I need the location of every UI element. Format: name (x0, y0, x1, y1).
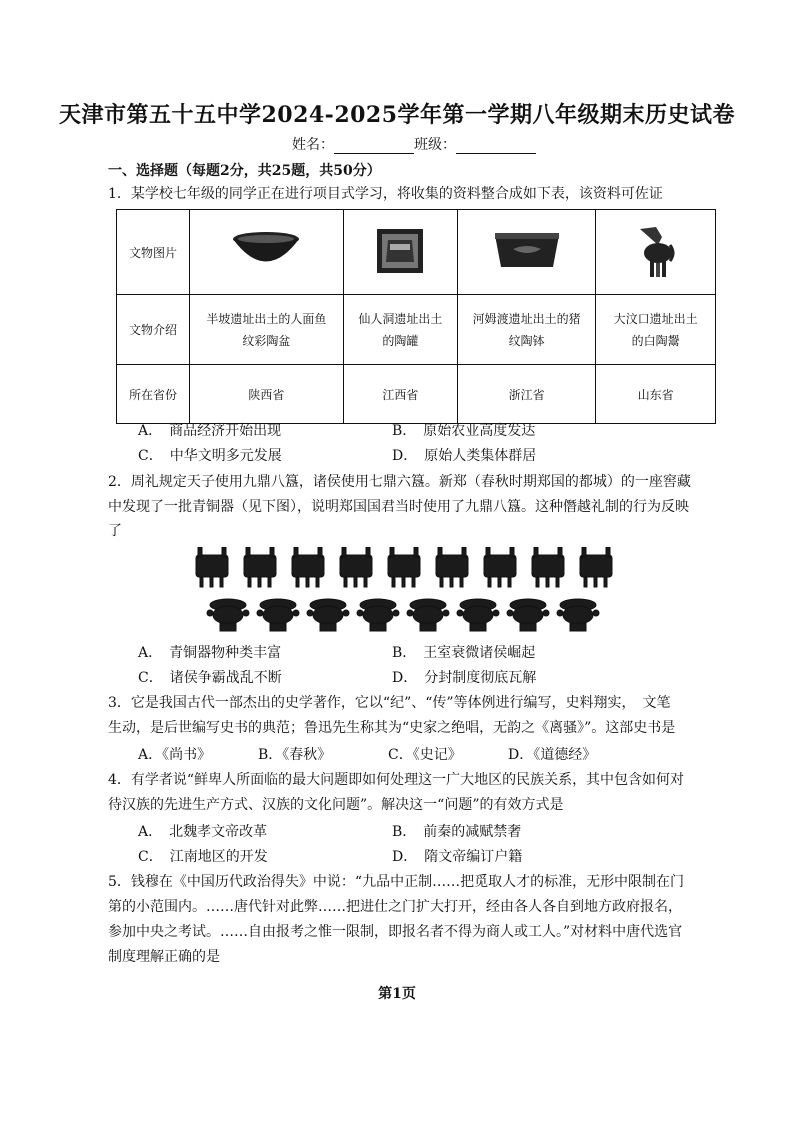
pottery-jar-icon (376, 228, 424, 274)
relic-image-1 (190, 210, 344, 295)
row-header-province: 所在省份 (117, 365, 190, 424)
q3-option-c[interactable]: C．《史记》 (388, 747, 462, 763)
q5-stem-line1: 5．钱穆在《中国历代政治得失》中说：“九品中正制……把觅取人才的标准，无形中限制在门 (108, 874, 685, 890)
q5-stem-line3: 参加中央之考试。……自由报考之惟一限制，即报名者不得为商人或工人。”对材料中唐代选官 (108, 924, 683, 940)
bronze-vessels-image (190, 547, 620, 637)
white-pottery-gui-icon (636, 223, 676, 279)
relics-table (116, 209, 716, 424)
name-blank (334, 153, 414, 154)
q2-stem-line1: 2．周礼规定天子使用九鼎八簋，诸侯使用七鼎六簋。新郑（春秋时期郑国的都城）的一座窖藏 (108, 474, 691, 490)
q2-option-d[interactable]: D． 分封制度彻底瓦解 (392, 670, 537, 686)
relic-province-2: 江西省 (343, 365, 457, 424)
q2-option-c[interactable]: C． 诸侯争霸战乱不断 (138, 670, 282, 686)
page-number: 第1页 (378, 986, 416, 1002)
relic-intro-2: 仙人洞遗址出土的陶罐 (343, 295, 457, 365)
class-label: 班级： (414, 137, 456, 153)
q4-option-c[interactable]: C． 江南地区的开发 (138, 849, 268, 865)
relic-image-3 (458, 210, 596, 295)
relic-province-4: 山东省 (596, 365, 716, 424)
q4-stem-line2: 待汉族的先进生产方式、汉族的文化问题”。解决这一“问题”的有效方式是 (108, 797, 564, 813)
relic-image-2 (343, 210, 457, 295)
q4-option-a[interactable]: A． 北魏孝文帝改革 (138, 824, 268, 840)
name-label: 姓名： (292, 137, 334, 153)
q1-option-a[interactable]: A． 商品经济开始出现 (138, 423, 282, 439)
q1-option-b[interactable]: B． 原始农业高度发达 (392, 423, 536, 439)
section-heading: 一、选择题（每题2分，共25题，共50分） (108, 163, 381, 179)
student-info-line (292, 134, 536, 154)
exam-title: 天津市第五十五中学2024-2025学年第一学期八年级期末历史试卷 (58, 102, 736, 128)
relic-intro-3: 河姆渡遗址出土的猪纹陶钵 (458, 295, 596, 365)
q2-stem-line3: 了 (108, 523, 122, 539)
relic-image-4 (596, 210, 716, 295)
relic-intro-1: 半坡遗址出土的人面鱼纹彩陶盆 (190, 295, 344, 365)
row-header-intro: 文物介绍 (117, 295, 190, 365)
q4-option-d[interactable]: D． 隋文帝编订户籍 (392, 849, 523, 865)
q5-stem-line2: 第的小范围内。……唐代针对此弊……把进仕之门扩大打开，经由各人各自到地方政府报名， (108, 899, 682, 915)
q3-option-d[interactable]: D．《道德经》 (508, 747, 597, 763)
q5-stem-line4: 制度理解正确的是 (108, 949, 220, 965)
q4-option-b[interactable]: B． 前秦的减赋禁奢 (392, 824, 522, 840)
ding-tripods-row (196, 547, 612, 587)
row-header-image: 文物图片 (117, 210, 190, 295)
q2-option-b[interactable]: B． 王室衰微诸侯崛起 (392, 645, 536, 661)
pig-pattern-bowl-icon (491, 231, 563, 271)
q4-stem-line1: 4．有学者说“鲜卑人所面临的最大问题即如何处理这一广大地区的民族关系，其中包含如何对 (108, 772, 685, 788)
relic-province-1: 陕西省 (190, 365, 344, 424)
q1-option-d[interactable]: D． 原始人类集体群居 (392, 448, 537, 464)
painted-basin-icon (231, 229, 301, 273)
gui-vessels-row (207, 599, 599, 631)
q1-stem: 1．某学校七年级的同学正在进行项目式学习，将收集的资料整合成如下表，该资料可佐证 (108, 186, 663, 202)
q3-option-a[interactable]: A．《尚书》 (138, 747, 212, 763)
q1-option-c[interactable]: C． 中华文明多元发展 (138, 448, 282, 464)
class-blank (456, 153, 536, 154)
relic-province-3: 浙江省 (458, 365, 596, 424)
q3-option-b[interactable]: B．《春秋》 (258, 747, 332, 763)
relic-intro-4: 大汶口遗址出土的白陶鬶 (596, 295, 716, 365)
q2-option-a[interactable]: A． 青铜器物种类丰富 (138, 645, 282, 661)
q3-stem-line2: 生动，是后世编写史书的典范；鲁迅先生称其为“史家之绝唱，无韵之《离骚》”。这部史书是 (108, 720, 676, 736)
q3-stem-line1: 3．它是我国古代一部杰出的史学著作，它以“纪”、“传”等体例进行编写，史料翔实， 文笔 (108, 695, 671, 711)
q2-stem-line2: 中发现了一批青铜器（见下图），说明郑国国君当时使用了九鼎八簋。这种僭越礼制的行为反映 (108, 499, 689, 515)
